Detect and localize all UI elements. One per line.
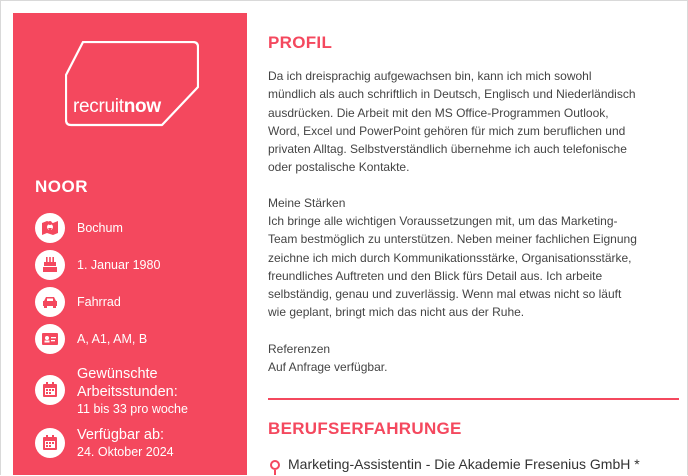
transport-value: Fahrrad [77, 295, 121, 309]
experience-heading: BERUFSERFAHRUNGE [268, 419, 462, 438]
cake-icon [35, 250, 65, 280]
strengths-text: Ich bringe alle wichtigen Voraussetzungen mit, um das Marketing-Team bestmöglich zu unterstützen. Neben meiner fachlichen Eignung zeichne ich mich durch Kommunikationsstärke, Organisationsstärke, freundliches Auftreten und den Blick fürs Detail aus. Ich arbeite selbständig, genau und zuverlässig. Wenn mal etwas nicht so läuft wie geplant, bringt mich das nicht aus der Ruhe. [268, 214, 637, 320]
profile-intro: Da ich dreisprachig aufgewachsen bin, kann ich mich sowohl mündlich als auch schriftlich in Deutsch, Englisch und Niederländisch ausdrücken. Die Arbeit mit den MS Office-Programmen Outlook, Word, Excel und PowerPoint gehören für mich zum beruflichen und privaten Alltag. Selbstverständlich übernehme ich auch telefonische oder postalische Kontakte. [268, 69, 636, 175]
section-divider [268, 398, 679, 400]
id-card-icon [35, 324, 65, 354]
car-icon [35, 287, 65, 317]
recruitnow-logo [65, 41, 199, 127]
license-value: A, A1, AM, B [77, 332, 148, 346]
candidate-name: NOOR [35, 177, 88, 196]
calendar-icon [35, 375, 65, 405]
location-value: Bochum [77, 221, 123, 235]
references-text: Auf Anfrage verfügbar. [268, 360, 388, 374]
sidebar [13, 13, 247, 475]
job-title: Marketing-Assistentin - Die Akademie Fresenius GmbH * [288, 456, 640, 472]
availability-value: 24. Oktober 2024 [77, 445, 174, 459]
working-hours-text [77, 365, 207, 418]
profile-heading: PROFIL [268, 33, 333, 52]
timeline-line [274, 470, 276, 475]
birthdate-value: 1. Januar 1980 [77, 258, 161, 272]
availability-text [77, 426, 174, 461]
references-title: Referenzen [268, 342, 331, 356]
logo-wordmark: recruitnow [73, 96, 161, 117]
working-hours-label: Gewünschte Arbeitsstunden: [77, 366, 178, 400]
working-hours-value: 11 bis 33 pro woche [77, 402, 188, 416]
strengths-title: Meine Stärken [268, 196, 346, 210]
calendar-icon [35, 428, 65, 458]
timeline-dot-icon [270, 460, 280, 470]
map-icon [35, 213, 65, 243]
availability-label: Verfügbar ab: [77, 427, 165, 443]
